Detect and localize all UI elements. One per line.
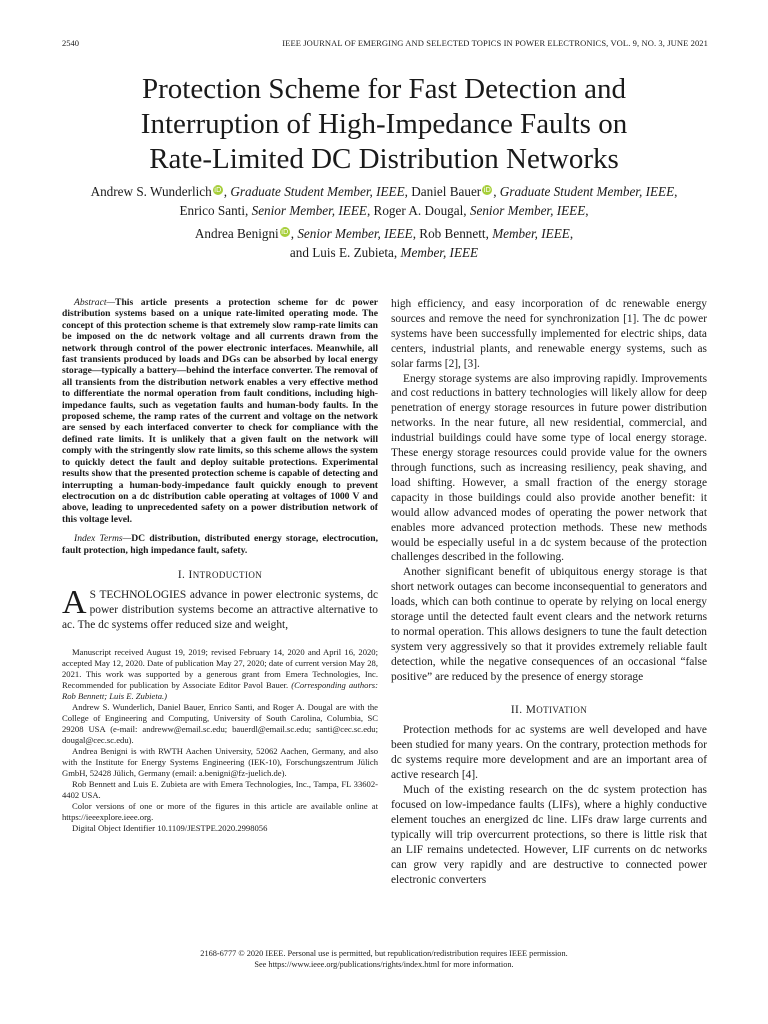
copyright-notice bbox=[120, 948, 648, 970]
title-line-1: Protection Scheme for Fast Detection and bbox=[141, 73, 626, 105]
author-list-continued: Andrea Benigni iD , Senior Member, IEEE, Rob Bennett, Member, IEEE, and Luis E. Zubieta, Member, IEEE bbox=[194, 226, 574, 260]
footnote-color-versions: Color versions of one or more of the figures in this article are available online at https://ieeexplore.ieee.org. bbox=[62, 800, 378, 822]
orcid-icon[interactable]: iD bbox=[281, 228, 289, 236]
body-paragraph: Much of the existing research on the dc system protection has focused on low-impedance faults (LIFs), where a highly conductive element touches an energized dc line. LIFs draw large currents and typically will trip overcurrent protections, so there is little risk that an LIF remains undetected. However, LIF currents on dc networks can grow very rapidly and are destructive to connected power electronic converters bbox=[391, 784, 707, 886]
index-terms-label: Index Terms— bbox=[74, 533, 132, 545]
copyright-line-2: See https://www.ieee.org/publications/rights/index.html for more information. bbox=[254, 960, 514, 969]
page-number: 2540 bbox=[62, 38, 79, 48]
footnote bbox=[62, 647, 378, 834]
paper-title bbox=[40, 72, 728, 177]
author-membership: Graduate Student Member, IEEE bbox=[230, 184, 405, 199]
author-name: Andrew S. Wunderlich bbox=[90, 184, 212, 199]
abstract-text: This article presents a protection scheme for dc power distribution systems based on a unique rate-limited operating mode. The concept of this protection scheme is that extremely slow ramp-rate limits can be imposed on the dc network voltage and all currents drawn from the network through control of the power electronic interfaces. Meanwhile, all fast transients produced by loads and DGs can be absorbed by local energy storage—typically a battery—behind the interface converter. The removal of all transients from the distribution network enables a very effective method to differentiate the normal operation from fault conditions, including high-impedance faults, such as vegetation faults and human-body faults. In the proposed scheme, the ramp rates of the current and voltage on the network are sensed by each interfaced converter to check for compliance with the defined rate limits. It is unlikely that a given fault on the network will comply with the stringently slow rate limits, so this scheme allows the system to quickly detect the fault and deploy suitable protections. Experimental results show that the presented protection scheme is capable of detecting and interrupting a human-body-impedance fault quickly enough to prevent electrocution on a dc distribution cable operating at voltages of 1000 V and above, leading to unprecedented safety on a power distribution network of this voltage level. bbox=[62, 297, 378, 525]
footnote-affiliation-sc: Andrew S. Wunderlich, Daniel Bauer, Enrico Santi, and Roger A. Dougal are with the College of Engineering and Computing, University of South Carolina, Columbia, SC 29208 USA (e-mail: andreww@email.sc.edu; bauerdl@email.sc.edu; santi@cec.sc.edu; dougal@cec.sc.edu). bbox=[62, 701, 378, 745]
author-name: Rob Bennett bbox=[419, 226, 486, 241]
section-heading-introduction: I. INTRODUCTION bbox=[177, 568, 263, 581]
author-membership: Member, IEEE bbox=[400, 245, 479, 260]
index-terms bbox=[62, 533, 378, 556]
title-line-2: Interruption of High-Impedance Faults on bbox=[140, 108, 628, 140]
author-name: Daniel Bauer bbox=[411, 184, 482, 199]
author-membership: Senior Member, IEEE bbox=[469, 203, 586, 218]
footnote-affiliation-rwth: Andrea Benigni is with RWTH Aachen University, 52062 Aachen, Germany, and also with the Institute for Energy Systems Engineering (IEK-10), Forschungszentrum Jülich GmbH, 52428 Jülich, Germany (email: a.benigni@fz-juelich.de). bbox=[62, 745, 378, 778]
author-membership: Member, IEEE bbox=[492, 226, 570, 241]
body-paragraph: Protection methods for ac systems are well developed and have been studied for many years. On the contrary, protection methods for dc systems require more development and are an important area of active research [4]. bbox=[391, 724, 707, 782]
author-membership: Graduate Student Member, IEEE bbox=[499, 184, 675, 199]
orcid-icon[interactable]: iD bbox=[214, 186, 222, 194]
footnote-doi: Digital Object Identifier 10.1109/JESTPE.2020.2998056 bbox=[72, 822, 268, 833]
section-heading-motivation: II. MOTIVATION bbox=[510, 703, 588, 716]
intro-paragraph: A S TECHNOLOGIES advance in power electronic systems, dc power distribution systems become an attractive alternative to ac. The dc systems offer reduced size and weight, bbox=[62, 584, 378, 631]
abstract bbox=[62, 297, 378, 525]
footnote-affiliation-emera: Rob Bennett and Luis E. Zubieta are with Emera Technologies, Inc., Tampa, FL 33602-4402 USA. bbox=[62, 778, 378, 800]
author-name: Andrea Benigni bbox=[194, 226, 279, 241]
body-paragraph: high efficiency, and easy incorporation of dc renewable energy sources and remove the need for synchronization [1]. The dc power systems have been successfully implemented for electric ships, data centers, industrial plants, and renewable energy systems, such as solar farms [2], [3]. bbox=[391, 298, 707, 370]
body-paragraph: Another significant benefit of ubiquitous energy storage is that short network outages can become inconsequential to generators and loads, which can both continue to operate by relying on local energy storage until the detected fault event clears and the network returns to normal operation. This allows designers to tune the fault detection system very aggressively so that it provides extremely reliable fault detection, while the negative consequences of an occasional “false positive” are reduced by the presence of energy storage bbox=[391, 566, 707, 683]
abstract-label: Abstract— bbox=[74, 297, 116, 308]
index-terms-text: DC distribution, distributed energy storage, electrocution, fault protection, high impedance fault, safety. bbox=[62, 533, 379, 556]
copyright-line-1: 2168-6777 © 2020 IEEE. Personal use is permitted, but republication/redistribution requires IEEE permission. bbox=[200, 949, 568, 958]
author-membership: Senior Member, IEEE bbox=[297, 226, 413, 241]
title-line-3: Rate-Limited DC Distribution Networks bbox=[149, 143, 619, 175]
left-column bbox=[62, 297, 378, 834]
body-paragraph: Energy storage systems are also improving rapidly. Improvements and cost reductions in battery technologies will likely allow for deep penetration of energy storage resources in future power distribution networks. In the near future, all new residential, commercial, and industrial buildings could have some type of local energy storage. These energy storage resources could provide value for the owners through functions, such as increasing resiliency, peak shaving, and load shifting. However, a small fraction of the energy storage capacity in those buildings could also provide another benefit: it would allow advanced modes of operating the power network that enables more advanced protection methods. These new methods would be especially useful in a dc system because of the protection challenges described in the following. bbox=[391, 372, 707, 564]
author-name: Enrico Santi bbox=[179, 203, 245, 218]
drop-cap: A bbox=[62, 584, 87, 622]
author-membership: Senior Member, IEEE bbox=[251, 203, 367, 218]
journal-header: IEEE JOURNAL OF EMERGING AND SELECTED TOPICS IN POWER ELECTRONICS, VOL. 9, NO. 3, JUNE 2021 bbox=[282, 38, 708, 48]
orcid-icon[interactable]: iD bbox=[483, 186, 491, 194]
author-name: and Luis E. Zubieta bbox=[289, 245, 394, 260]
author-list: Andrew S. Wunderlich iD , Graduate Student Member, IEEE, Daniel Bauer iD , Graduate Student Member, IEEE, Enrico Santi, Senior Member, IEEE, Roger A. Dougal, Senior Member, IEEE, bbox=[90, 184, 678, 218]
right-column bbox=[391, 297, 707, 887]
footnote-manuscript: Manuscript received August 19, 2019; revised February 14, 2020 and April 16, 2020; accepted May 12, 2020. Date of publication May 27, 2020; date of current version May 28, 2021. This work was supported by a generous grant from Emera Technologies, Inc. Recommended for publication by Associate Editor Pavol Bauer. (Corresponding authors: Rob Bennett; Luis E. Zubieta.) bbox=[62, 646, 378, 701]
author-name: Roger A. Dougal bbox=[373, 203, 464, 218]
